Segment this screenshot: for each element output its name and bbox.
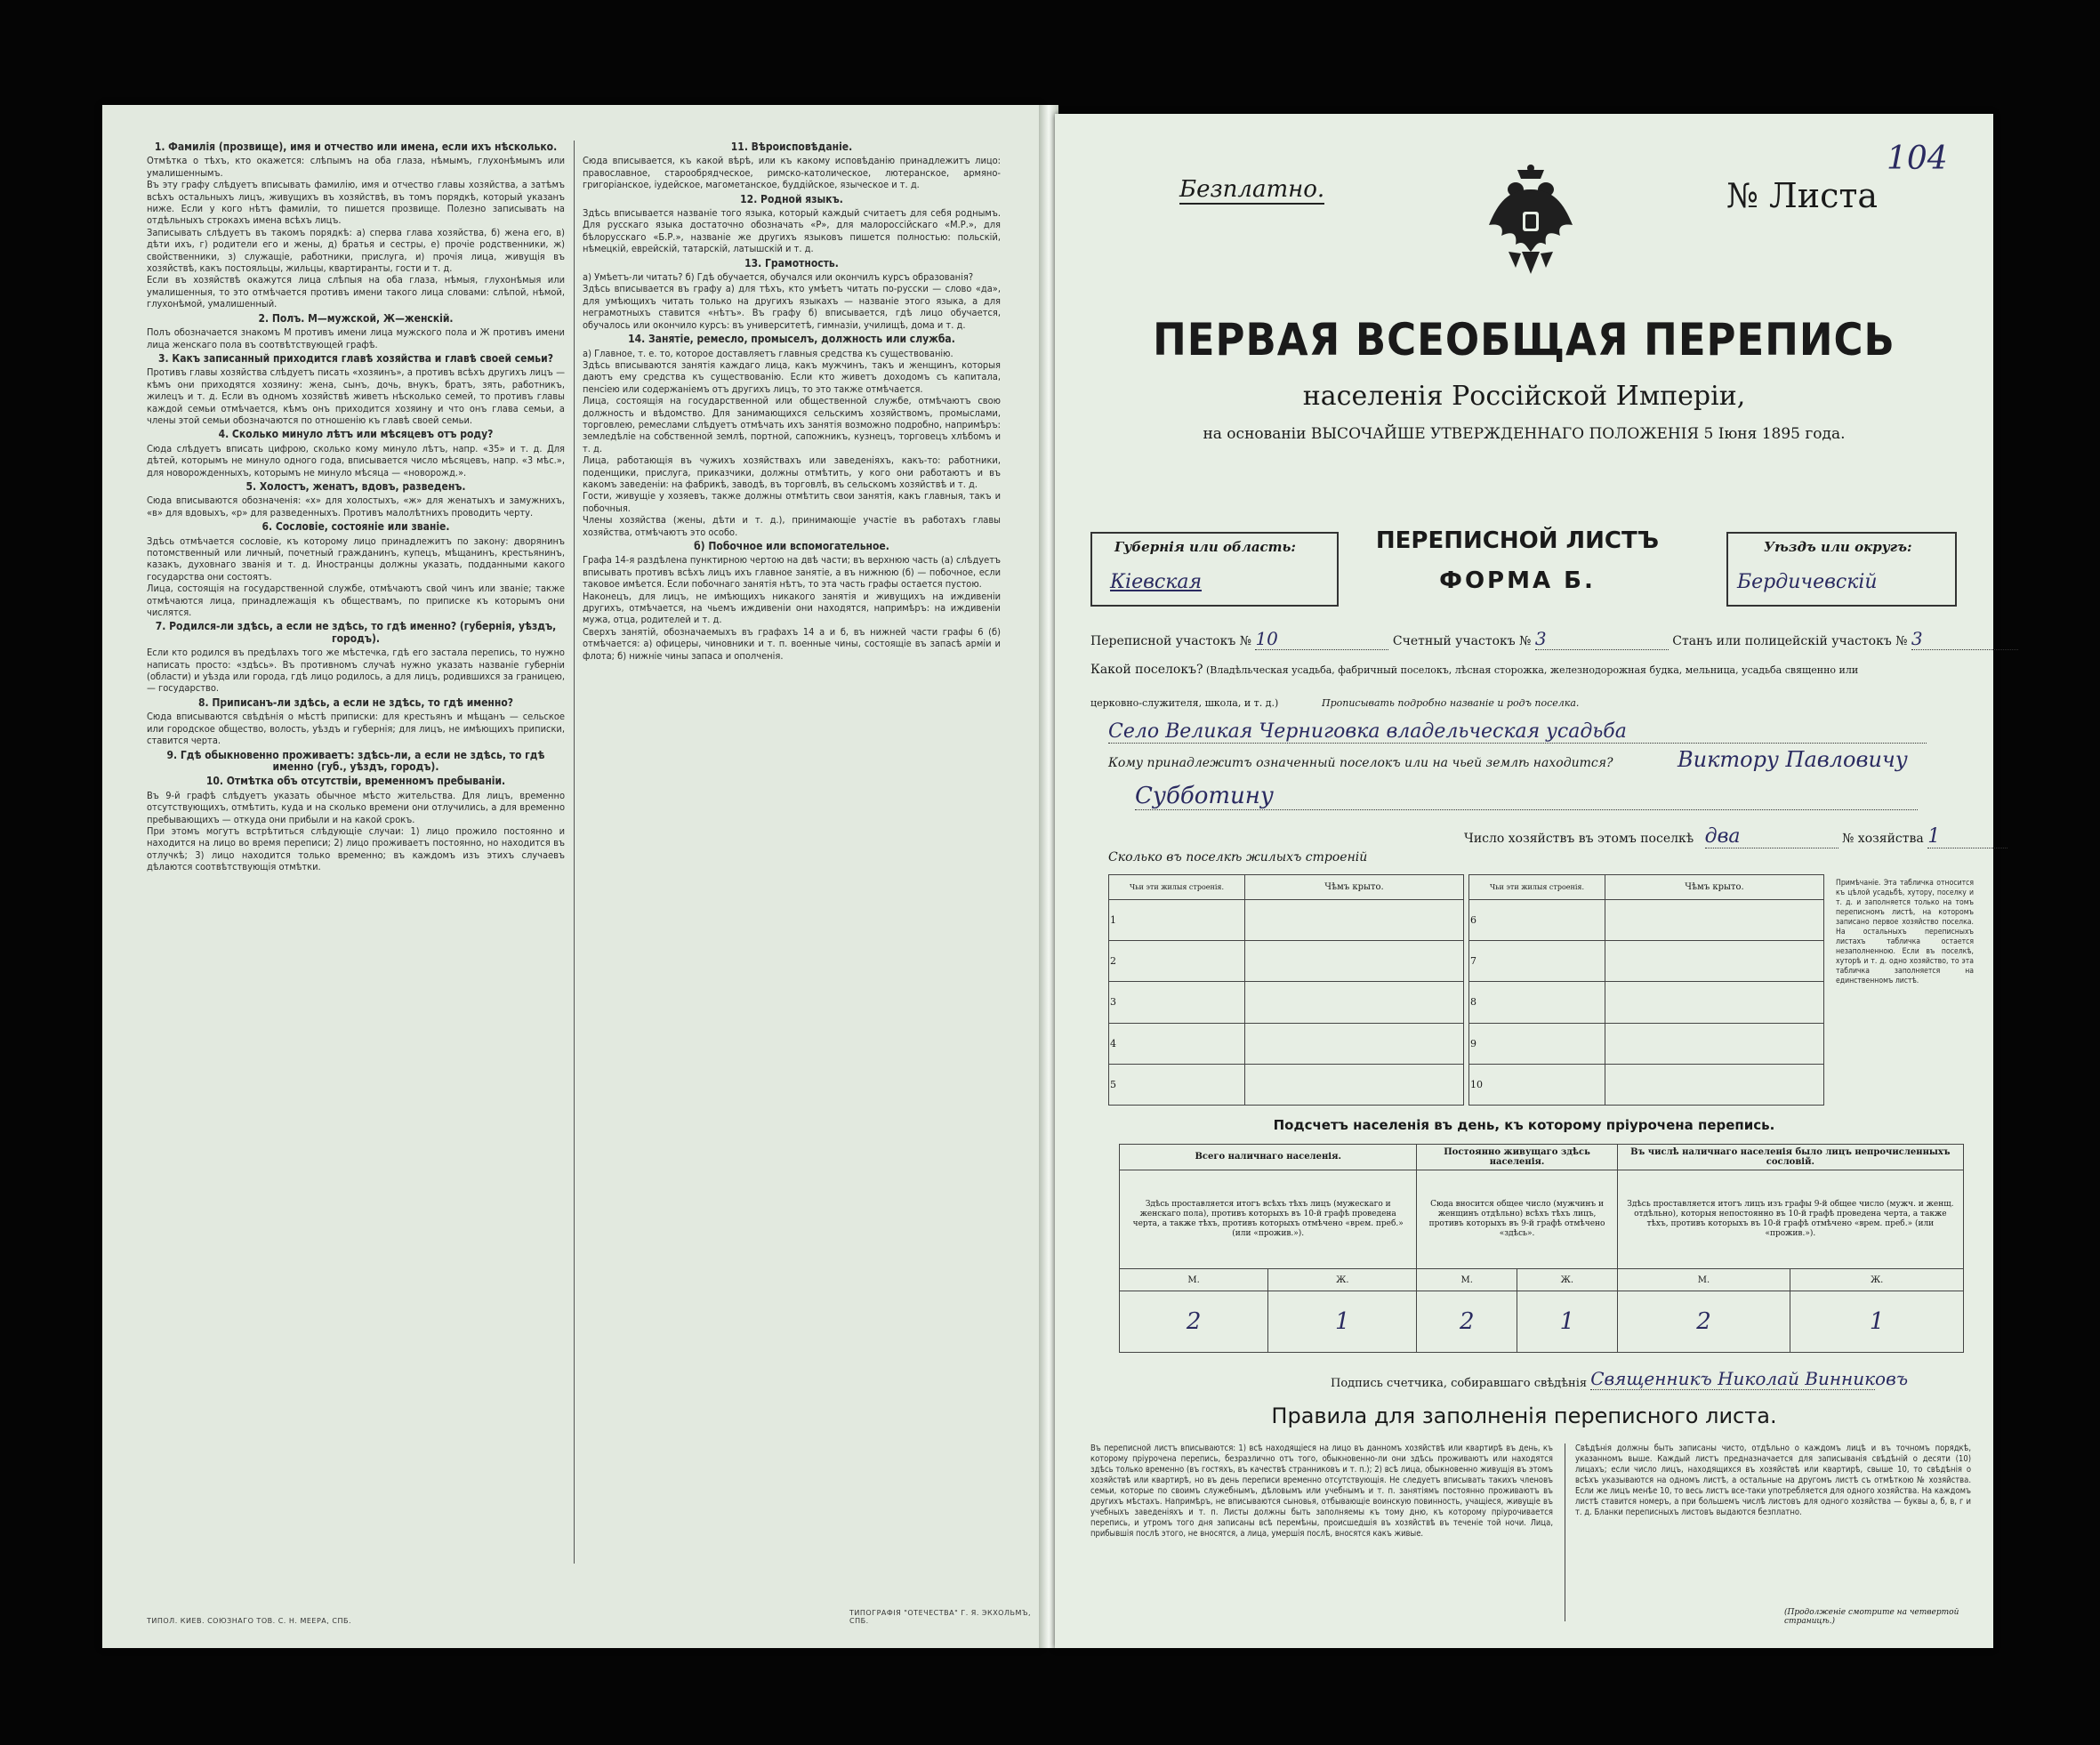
settlement-hint-3: Прописывать подробно названіе и родъ поселка. — [1322, 697, 1580, 709]
count-col-head-permanent: Постоянно живущаго здѣсь населенія. — [1417, 1145, 1617, 1170]
count-value-nonlocal-female[interactable]: 1 — [1790, 1291, 1964, 1352]
province-label: Губернія или область: — [1114, 539, 1296, 555]
column-divider — [574, 141, 575, 1564]
settlement-hint: (Владѣльческая усадьба, фабричный поселокъ, лѣсная сторожка, железнодорожная будка, мельница, усадьба священно или — [1206, 664, 1859, 676]
buildings-header-roof: Чѣмъ крыто. — [1245, 875, 1464, 900]
instruction-heading: 1. Фамилія (прозвище), имя и отчество или имена, если ихъ нѣсколько. — [154, 141, 558, 153]
page-title: ПЕРВАЯ ВСЕОБЩАЯ ПЕРЕПИСЬ — [1153, 314, 1895, 366]
owner-value-1[interactable]: Виктору Павловичу — [1678, 747, 1908, 772]
count-subhead: М. — [1617, 1269, 1790, 1291]
rules-heading: Правила для заполненія переписного листа. — [1271, 1403, 1777, 1428]
buildings-table-left — [1108, 874, 1464, 1106]
building-row-roof[interactable] — [1605, 941, 1824, 982]
instruction-heading: 3. Какъ записанный приходится главѣ хозяйства и главѣ своей семьи? — [158, 351, 553, 365]
instruction-paragraph: Сюда слѣдуетъ вписать цифрою, сколько кому минуло лѣтъ, напр. «35» и т. д. Для дѣтей, которымъ не минуло одного года, вписывается число мѣсяцевъ, напр. «3 мѣс.», для новорожденныхъ, которымъ не минуло мѣсяца — «новорожд.». — [147, 442, 565, 478]
instruction-heading: 9. Гдѣ обыкновенно проживаетъ: здѣсь-ли, а если не здѣсь, то гдѣ именно (губ., уѣздъ, городъ). — [166, 748, 545, 773]
building-row-roof[interactable] — [1245, 941, 1464, 982]
settlement-label: Какой поселокъ? — [1090, 663, 1203, 677]
district-value[interactable]: Бердичевскій — [1737, 571, 1878, 593]
instruction-paragraph: Графа 14-я раздѣлена пунктирною чертою на двѣ части; въ верхнюю часть (а) слѣдуетъ вписывать противъ всѣхъ лицъ ихъ главное занятіе, а въ нижнюю (б) — побочное, если таковое имѣется. Если побочнаго занятія нѣтъ, то эта часть графы остается пустою. — [583, 554, 1001, 591]
count-value-permanent-male[interactable]: 2 — [1417, 1291, 1517, 1352]
population-count-table — [1119, 1144, 1964, 1353]
building-row-roof[interactable] — [1245, 1064, 1464, 1105]
signature-value[interactable]: Священникъ Николай Винниковъ — [1590, 1368, 1909, 1389]
instruction-heading: 4. Сколько минуло лѣтъ или мѣсяцевъ отъ роду? — [218, 428, 494, 441]
instruction-heading: 11. Вѣроисповѣданіе. — [730, 141, 853, 153]
sheet-number-value: 104 — [1887, 141, 1948, 177]
instruction-paragraph: Если кто родился въ предѣлахъ того же мѣстечка, гдѣ его застала перепись, то нужно написать просто: «здѣсь». Въ противномъ случаѣ нужно указать названіе губерніи (области) и уѣзда или города, гдѣ лицо родилось, а для лицъ, родившихся за границею, — государство. — [147, 647, 565, 695]
building-row-roof[interactable] — [1605, 982, 1824, 1023]
building-row-num: 8 — [1469, 982, 1605, 1023]
building-row-roof[interactable] — [1245, 900, 1464, 941]
count-subhead: Ж. — [1268, 1269, 1417, 1291]
instruction-paragraph: Противъ главы хозяйства слѣдуетъ писать «хозяинъ», а противъ всѣхъ другихъ лицъ — кѣмъ они приходятся хозяину: жена, сынъ, дочь, внукъ, братъ, зять, работникъ, жилецъ и т. д. Если въ одномъ хозяйствѣ живетъ нѣсколько семей, то противъ главы каждой семьи отмѣчается, кѣмъ онъ приходится хозяину и что онъ глава семьи, а члены этой семьи обозначаются по отношенію къ главѣ своей семьи. — [147, 366, 565, 426]
instruction-heading: 5. Холостъ, женатъ, вдовъ, разведенъ. — [245, 479, 466, 493]
settlement-value[interactable]: Село Великая Черниговка владельческая усадьба — [1108, 720, 1927, 744]
sheet-type-title: ПЕРЕПИСНОЙ ЛИСТЪ — [1375, 527, 1660, 554]
count-subhead: М. — [1417, 1269, 1517, 1291]
instruction-paragraph: Лица, состоящія на государственной службе, отмѣчаютъ свой чинъ или званіе; также отмѣчаются лица, принадлежащія къ обществамъ, по приписке къ которымъ они числятся. — [147, 583, 565, 619]
building-row-num: 3 — [1109, 982, 1245, 1023]
instruction-paragraph: Сюда вписывается, къ какой вѣрѣ, или къ какому исповѣданію принадлежитъ лицо: православное, старообрядческое, римско-католическое, лютеранское, армяно-григоріанское, іудейское, магометанское, буддійское, языческое и т. д. — [583, 155, 1001, 191]
count-value-present-female[interactable]: 1 — [1268, 1291, 1417, 1352]
instructions-column-1 — [147, 139, 565, 1571]
printer-imprint-left: ТИПОЛ. КИЕВ. СОЮЗНАГО ТОВ. С. Н. МЕЕРА, СПБ. — [147, 1617, 351, 1625]
buildings-header-owner: Чьи эти жилыя строенія. — [1109, 875, 1245, 900]
instruction-paragraph: Здѣсь вписывается названіе того языка, который каждый считаетъ для себя роднымъ. Для русскаго языка достаточно обозначать «Р», для малороссійскаго «М.Р.», для бѣлорусскаго «Б.Р.», названіе же другихъ языковъ пишется полностью: польскій, нѣмецкій, еврейскій, татарскій, латышскій и т. д. — [583, 207, 1001, 255]
basis-text: на основаніи ВЫСОЧАЙШЕ УТВЕРЖДЕННАГО ПОЛОЖЕНІЯ 5 Іюня 1895 года. — [1203, 425, 1846, 443]
instruction-heading: 10. Отмѣтка объ отсутствіи, временномъ пребываніи. — [205, 775, 506, 788]
building-row-num: 10 — [1469, 1064, 1605, 1105]
settlement-hint-block — [1090, 663, 1967, 677]
sheet-number-label: № Листа — [1726, 176, 1879, 215]
population-count-heading: Подсчетъ населенія въ день, къ которому пріурочена перепись. — [1273, 1117, 1775, 1133]
instruction-paragraph: Здѣсь вписываются занятія каждаго лица, какъ мужчинъ, такъ и женщинъ, которыя даютъ ему средства къ существованію. Если кто живетъ доходомъ съ капитала, пенсіею или содержаніемъ отъ другихъ лицъ, то это также отмѣчается. — [583, 358, 1001, 395]
instruction-heading: 14. Занятіе, ремесло, промыселъ, должность или служба. — [628, 333, 955, 346]
households-label: Число хозяйствъ въ этомъ поселкѣ — [1464, 832, 1694, 846]
count-col-desc-permanent: Сюда вносится общее число (мужчинъ и женщинъ отдѣльно) всѣхъ тѣхъ лицъ, противъ которыхъ въ 9-й графѣ отмѣчено «здѣсь». — [1417, 1170, 1617, 1268]
count-area-value[interactable]: 3 — [1535, 628, 1669, 650]
census-areas-row — [1090, 628, 1962, 650]
rules-right-column: Свѣдѣнія должны быть записаны чисто, отдѣльно о каждомъ лицѣ и въ точномъ порядкѣ, указанномъ выше. Каждый листъ предназначается для записыванія свѣдѣній о десяти (10) лицахъ; если число лицъ, находящихся въ хозяйствѣ или квартирѣ, свыше 10, то свѣдѣнія о всѣхъ указываются на одномъ листѣ, а остальные на другомъ листѣ съ отмѣткою № хозяйства. Если же лицъ менѣе 10, то весь листъ все-таки употребляется для одного хозяйства. На каждомъ листѣ ставится номеръ, а при большемъ числѣ листовъ для одного хозяйства — буквы а, б, в, г и т. д. Бланки переписныхъ листовъ выдаются безплатно. — [1575, 1443, 1971, 1517]
instruction-paragraph: а) Умѣетъ-ли читать? б) Гдѣ обучается, обучался или окончилъ курсъ образованія? — [583, 271, 974, 284]
instruction-paragraph: а) Главное, т. е. то, которое доставляетъ главныя средства къ существованію. — [583, 347, 953, 359]
count-value-present-male[interactable]: 2 — [1120, 1291, 1268, 1352]
page-subtitle: населенія Россійской Имперіи, — [1302, 381, 1746, 412]
building-row-num: 2 — [1109, 941, 1245, 982]
instructions-column-2 — [583, 139, 1001, 1571]
district-label: Уѣздъ или округъ: — [1764, 539, 1912, 555]
count-col-head-nonlocal: Въ числѣ наличнаго населенія было лицъ непрочисленныхъ сословій. — [1617, 1145, 1963, 1170]
count-area-label: Счетный участокъ № — [1392, 634, 1532, 648]
buildings-header-owner: Чьи эти жилыя строенія. — [1469, 875, 1605, 900]
instruction-heading: 13. Грамотность. — [744, 256, 839, 269]
province-box — [1090, 532, 1339, 607]
instruction-paragraph: Въ эту графу слѣдуетъ вписывать фамилію, имя и отчество главы хозяйства, а затѣмъ всѣхъ остальныхъ лицъ, живущихъ въ хозяйствѣ, въ томъ порядкѣ, который указанъ ниже. Если у кого нѣтъ фамиліи, то пишется прозвище. Полезно записывать на отдѣльныхъ строкахъ имена всѣхъ лицъ. — [147, 179, 565, 227]
province-value[interactable]: Кіевская — [1110, 571, 1203, 593]
signature-row — [1331, 1368, 1909, 1390]
building-row-roof[interactable] — [1605, 1023, 1824, 1064]
building-row-num: 4 — [1109, 1023, 1245, 1064]
instruction-paragraph: Здѣсь отмѣчается сословіе, къ которому лицо принадлежитъ по закону: дворянинъ потомственный или личный, почетный гражданинъ, купецъ, мѣщанинъ, крестьянинъ, казакъ, духовнаго званія и т. д. Иностранцы должны указать, подданными какого государства они состоятъ. — [147, 535, 565, 583]
building-row-num: 7 — [1469, 941, 1605, 982]
district-box — [1726, 532, 1957, 607]
instruction-paragraph: Лица, состоящія на государственной или общественной службе, отмѣчаютъ свою должность и вѣдомство. Для занимающихся сельскимъ хозяйствомъ, промыслами, торговлею, ремеслами слѣдуетъ отмѣчать ихъ занятія возможно подробно, напримѣръ: земледѣліе на собственной землѣ, портной, сапожникъ, кузнецъ, торговецъ хлѣбомъ и т. д. — [583, 395, 1001, 454]
instruction-heading: 8. Приписанъ-ли здѣсь, а если не здѣсь, то гдѣ именно? — [197, 696, 514, 709]
imperial-eagle-icon — [1482, 163, 1580, 278]
buildings-label: Сколько въ поселкѣ жилыхъ строеній — [1108, 850, 1368, 864]
instruction-paragraph: Записывать слѣдуетъ въ такомъ порядкѣ: а) сперва глава хозяйства, б) жена его, в) дѣти ихъ, г) родители его и жены, д) братья и сестры, е) прочіе родственники, ж) свойственники, з) служащіе, работники, прислуга, и) прочія лица, живущія въ хозяйствѣ, какъ постояльцы, жильцы, квартиранты, гости и т. д. — [147, 226, 565, 275]
instruction-heading: 12. Родной языкъ. — [740, 192, 843, 205]
count-col-desc-present: Здѣсь проставляется итогъ всѣхъ тѣхъ лицъ (мужескаго и женскаго пола), противъ которыхъ въ 10-й графѣ проведена черта, а также тѣхъ, противъ которыхъ отмѣчено «врем. преб.» (или «прожив.»). — [1120, 1170, 1417, 1268]
owner-value-2[interactable]: Субботину — [1135, 783, 1918, 810]
instruction-paragraph: Наконецъ, для лицъ, не имѣющихъ никакого занятія и живущихъ на иждивеніи другихъ, отмѣчается, на чьемъ иждивеніи они находятся, напримѣръ: на иждивеніи мужа, отца, родителей и т. д. — [583, 590, 1001, 626]
building-row-roof[interactable] — [1245, 982, 1464, 1023]
instruction-heading: 7. Родился-ли здѣсь, а если не здѣсь, то гдѣ именно? (губернія, уѣздъ, городъ). — [155, 620, 557, 645]
instruction-paragraph: Въ 9-й графѣ слѣдуетъ указать обычное мѣсто жительства. Для лицъ, временно отсутствующихъ, отмѣтить, куда и на сколько времени они отлучились, а для временно пребывающихъ — откуда они прибыли и на какой срокъ. — [147, 789, 565, 825]
instruction-paragraph: Гости, живущіе у хозяевъ, также должны отмѣтить свои занятія, какъ главныя, такъ и побочныя. — [583, 490, 1001, 514]
instruction-paragraph: Сюда вписываются свѣдѣнія о мѣстѣ приписки: для крестьянъ и мѣщанъ — сельское или городское общество, волость, уѣздъ и губернія; для лицъ, не имѣющихъ приписки, ставится черта. — [147, 711, 565, 747]
printer-imprint-right: ТИПОГРАФІЯ "ОТЕЧЕСТВА" Г. Я. ЭКХОЛЬМЪ, СПБ. — [849, 1609, 1032, 1625]
police-area-label: Станъ или полицейскій участокъ № — [1672, 634, 1908, 648]
right-page — [1055, 114, 1993, 1648]
household-number-value[interactable]: 1 — [1927, 825, 2007, 848]
free-label: Безплатно. — [1179, 176, 1325, 203]
count-value-permanent-female[interactable]: 1 — [1517, 1291, 1618, 1352]
instruction-heading: 2. Полъ. М—мужской, Ж—женскій. — [258, 311, 454, 325]
owner-label: Кому принадлежитъ означенный поселокъ или на чьей землѣ находится? — [1108, 756, 1613, 770]
instruction-paragraph: Сверхъ занятій, обозначаемыхъ въ графахъ 14 а и б, въ нижней части графы 6 (б) отмѣчается: а) офицеры, чиновники и т. п. военные чины, состоящіе въ запасѣ арміи и флота; б) нижніе чины запаса и ополченія. — [583, 625, 1001, 662]
census-area-value[interactable]: 10 — [1255, 628, 1388, 650]
building-row-roof[interactable] — [1605, 1064, 1824, 1105]
count-subhead: М. — [1120, 1269, 1268, 1291]
building-row-num: 1 — [1109, 900, 1245, 941]
census-area-label: Переписной участокъ № — [1090, 634, 1251, 648]
household-number-label: № хозяйства — [1842, 832, 1924, 846]
instruction-paragraph: Если въ хозяйствѣ окажутся лица слѣпыя на оба глаза, нѣмыя, глухонѣмыя или умалишенныя, то это отмѣчается противъ имени такого лица словами: слѣпой, нѣмой, глухонѣмой, умалишенный. — [147, 274, 565, 310]
instruction-paragraph: Отмѣтка о тѣхъ, кто окажется: слѣпымъ на оба глаза, нѣмымъ, глухонѣмымъ или умалишеннымъ. — [147, 155, 565, 179]
left-page — [102, 105, 1041, 1648]
buildings-header-roof: Чѣмъ крыто. — [1605, 875, 1824, 900]
building-row-num: 6 — [1469, 900, 1605, 941]
instruction-heading: б) Побочное или вспомогательное. — [694, 540, 889, 552]
count-col-head-present: Всего наличнаго населенія. — [1120, 1145, 1417, 1170]
building-row-num: 5 — [1109, 1064, 1245, 1105]
instruction-paragraph: При этомъ могутъ встрѣтиться слѣдующіе случаи: 1) лицо прожило постоянно и находится на лицо во время переписи; 2) лицо проживаетъ постоянно, но находится въ отлучкѣ; 3) лицо находится только временно; въ каждомъ изъ этихъ случаевъ дѣлаются соотвѣтствующія отмѣтки. — [147, 824, 565, 873]
instruction-paragraph: Члены хозяйства (жены, дѣти и т. д.), принимающіе участіе въ работахъ главы хозяйства, отмѣчаютъ это особо. — [583, 514, 1001, 538]
form-label: ФОРМА Б. — [1439, 567, 1596, 594]
households-row — [1464, 825, 2007, 848]
households-value[interactable]: два — [1705, 825, 1839, 848]
instruction-paragraph: Сюда вписываются обозначенія: «х» для холостыхъ, «ж» для женатыхъ и замужнихъ, «в» для вдовыхъ, «р» для разведенныхъ. Противъ малолѣтнихъ проводить черту. — [147, 495, 565, 519]
count-subhead: Ж. — [1790, 1269, 1964, 1291]
building-row-roof[interactable] — [1245, 1023, 1464, 1064]
count-value-nonlocal-male[interactable]: 2 — [1617, 1291, 1790, 1352]
instruction-heading: 6. Сословіе, состояніе или званіе. — [261, 520, 450, 534]
instruction-paragraph: Полъ обозначается знакомъ М противъ имени лица мужского пола и Ж противъ имени лица женскаго пола въ соотвѣтствующей графѣ. — [147, 326, 565, 350]
buildings-note: Примѣчаніе. Эта табличка относится къ цѣлой усадьбѣ, хутору, поселку и т. д. и заполняется только на томъ переписномъ листѣ, на которомъ записано первое хозяйство поселка. На остальныхъ переписныхъ листахъ табличка остается незаполненною. Если въ поселкѣ, хуторѣ и т. д. одно хозяйство, то эта табличка заполняется на единственномъ листѣ. — [1836, 879, 1974, 985]
signature-label: Подпись счетчика, собиравшаго свѣдѣнія — [1331, 1377, 1588, 1390]
count-col-desc-nonlocal: Здѣсь проставляется итогъ лицъ изъ графы 9-й общее число (мужч. и женщ. отдѣльно), которыя непостоянно въ 10-й графѣ проведена черта, а также тѣхъ, противъ которыхъ въ 10-й графѣ отмѣчено «врем. преб.» (или «прожив.»). — [1617, 1170, 1963, 1268]
building-row-roof[interactable] — [1605, 900, 1824, 941]
count-subhead: Ж. — [1517, 1269, 1618, 1291]
instruction-paragraph: Здѣсь вписывается въ графу а) для тѣхъ, кто умѣетъ читать по-русски — слово «да», для умѣющихъ читать только на другихъ языкахъ — названіе этого языка, а для неграмотныхъ ставится «нѣтъ». Въ графу б) вписывается, гдѣ лицо обучается, обучалось или окончило курсъ: въ университетѣ, гимназіи, училищѣ, дома и т. д. — [583, 283, 1001, 331]
settlement-hint-2: церковно-служителя, школа, и т. д.) — [1090, 697, 1279, 709]
buildings-table-right — [1468, 874, 1824, 1106]
rules-footer: (Продолженіе смотрите на четвертой страницѣ.) — [1784, 1608, 1959, 1626]
police-area-value[interactable]: 3 — [1911, 628, 2018, 650]
rules-left-column: Въ переписной листъ вписываются: 1) всѣ находящіеся на лицо въ данномъ хозяйствѣ или квартирѣ въ день, къ которому пріурочена перепись, безразлично отъ того, обыкновенно-ли они здѣсь проживаютъ или находятся здѣсь только временно (въ гостяхъ, въ качествѣ странниковъ и т. п.); 2) всѣ лица, обыкновенно живущія въ этомъ хозяйствѣ или квартирѣ, но въ день переписи временно отсутствующія. Не следуетъ вписывать такихъ членовъ семьи, которые по своимъ служебнымъ, дѣловымъ или учебнымъ и т. п. занятіямъ постоянно проживаютъ въ другихъ мѣстахъ. Напримѣръ, не вписываются сыновья, отбывающіе воинскую повинность, учащіеся, живущіе въ учебныхъ заведеніяхъ и т. п. Листы должны быть заполняемы къ тому дню, къ которому пріурочивается перепись, и утромъ того дня записаны всѣ перемѣны, происшедшія въ хозяйствѣ въ теченіе той ночи. Лица, прибывшія послѣ этого, не вносятся, а лица, умершія послѣ, вносятся какъ живые. — [1090, 1443, 1553, 1539]
building-row-num: 9 — [1469, 1023, 1605, 1064]
instruction-paragraph: Лица, работающія въ чужихъ хозяйствахъ или заведеніяхъ, какъ-то: работники, поденщики, прислуга, приказчики, должны отмѣтить, у кого они работаютъ и въ какомъ заведеніи: на фабрикѣ, заводѣ, въ торговлѣ, въ сельскомъ хозяйствѣ и т. д. — [583, 454, 1001, 490]
